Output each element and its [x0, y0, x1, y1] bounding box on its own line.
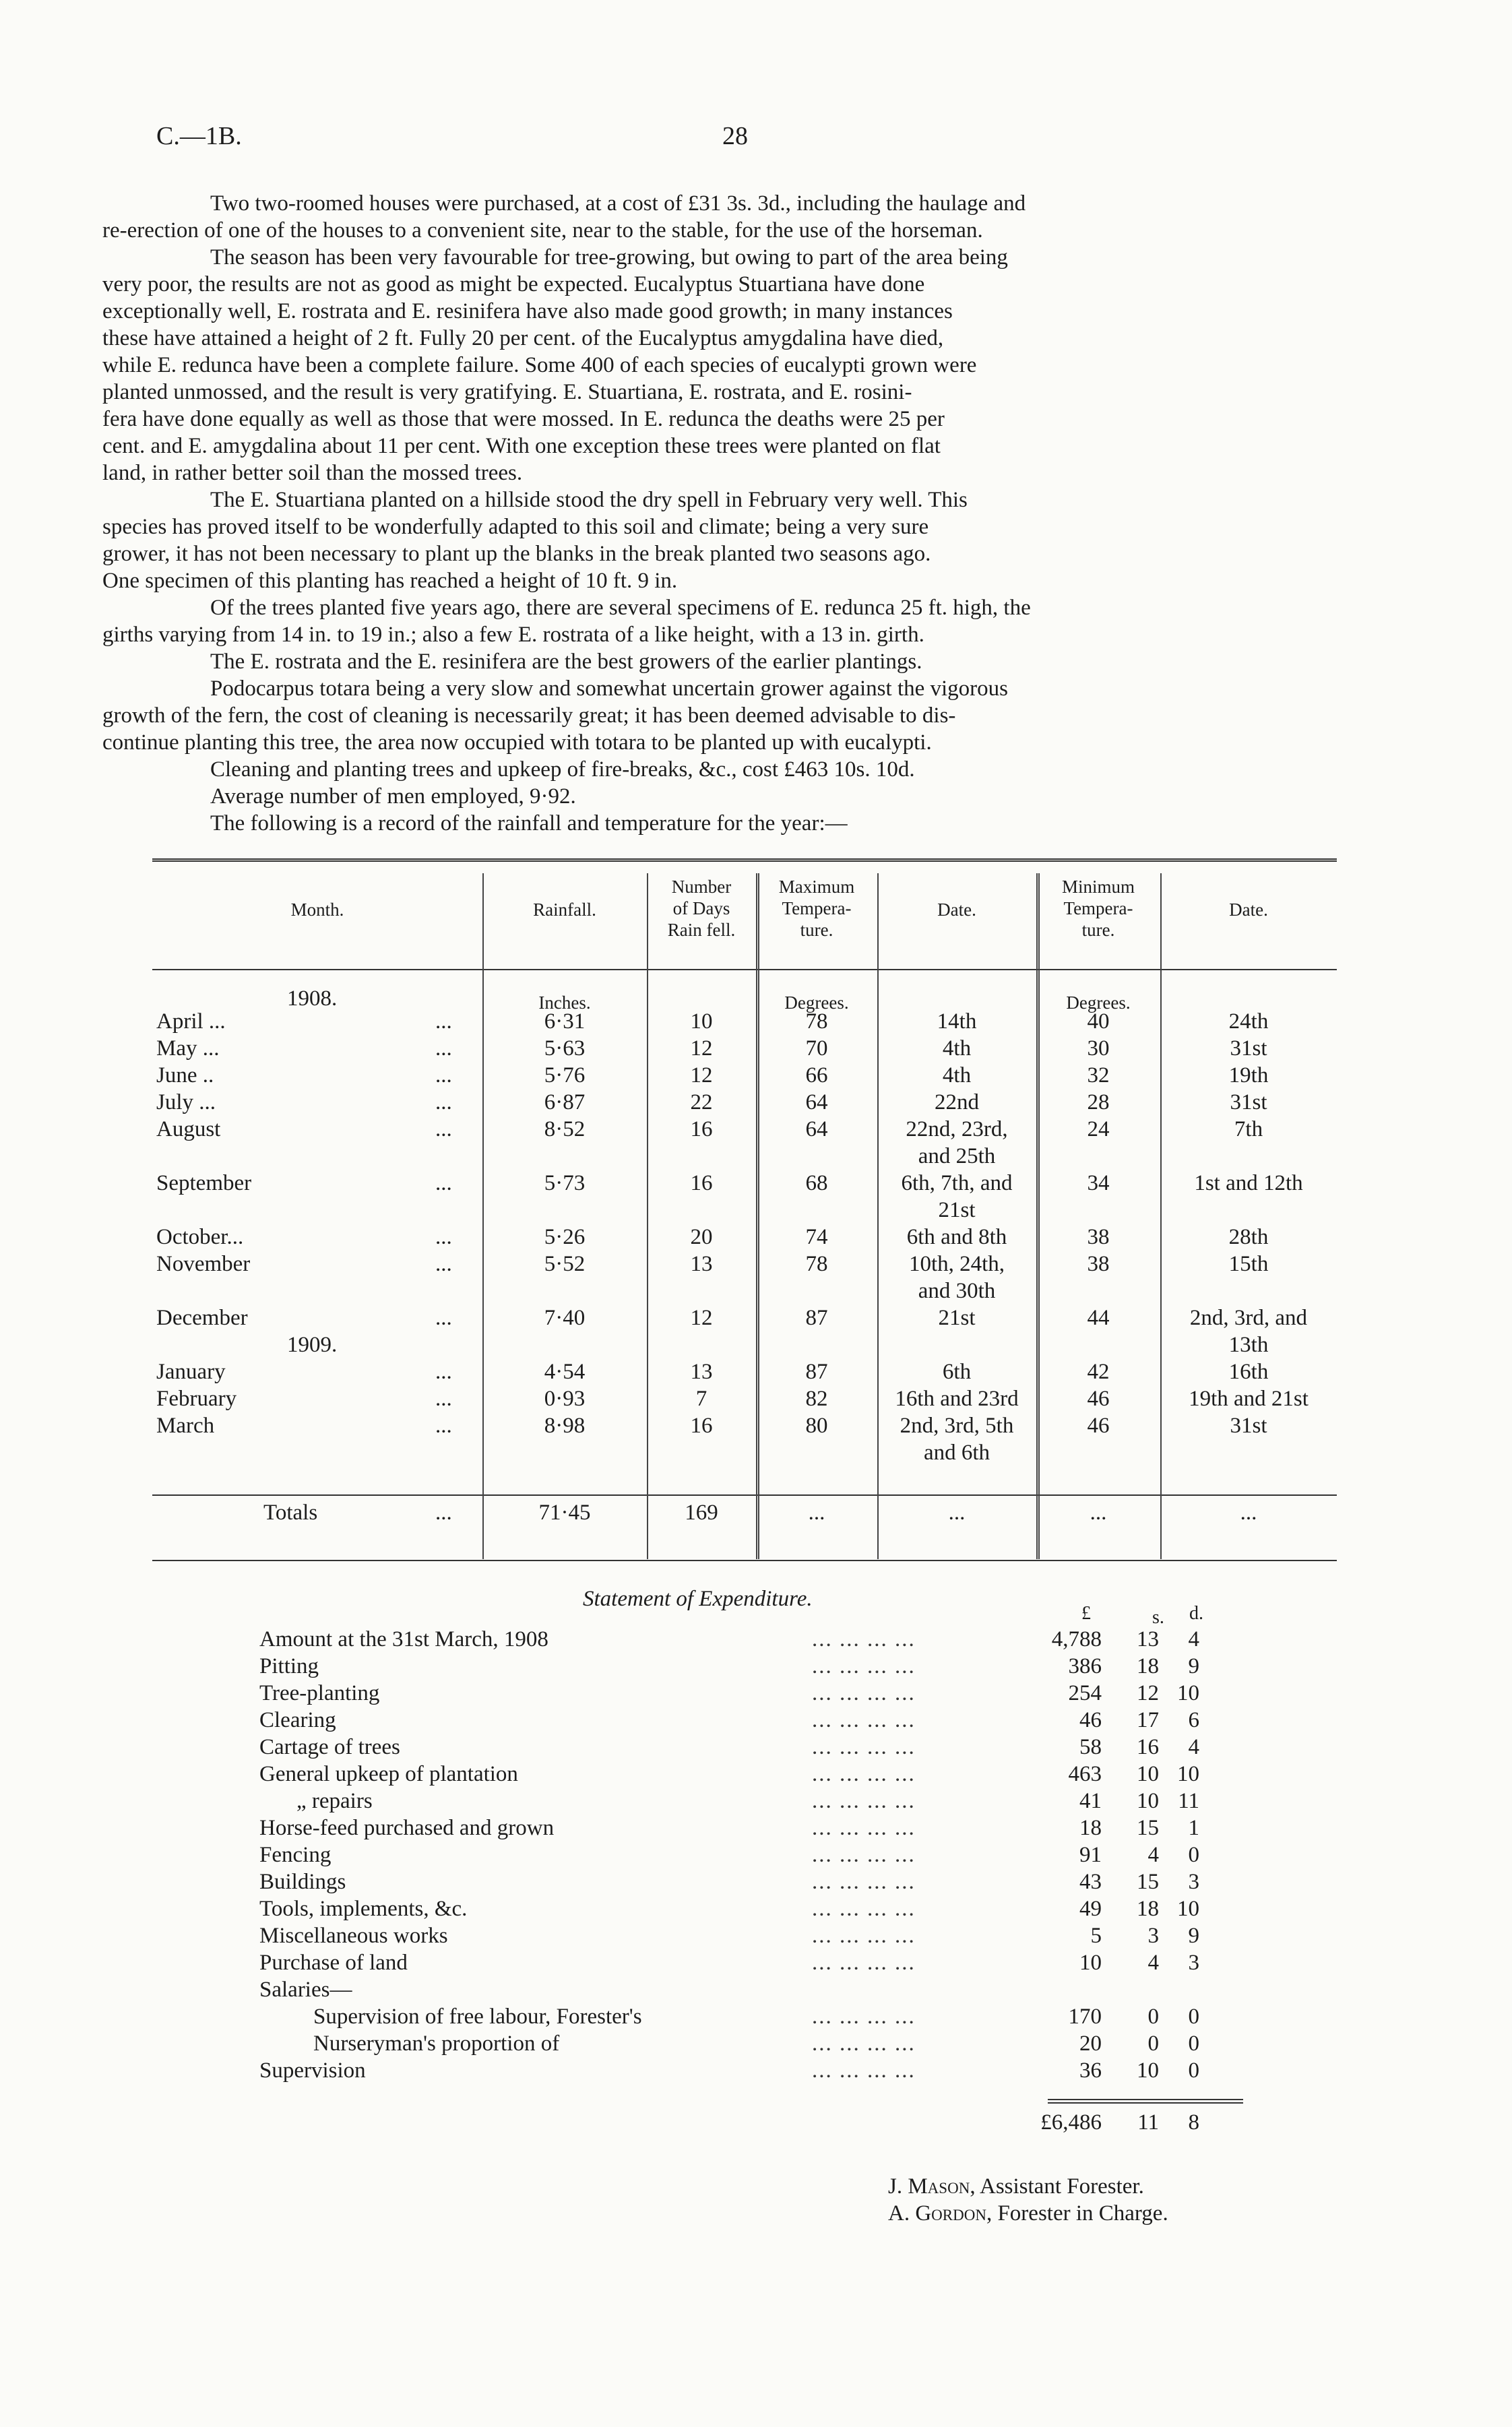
paragraph	[156, 783, 1342, 810]
days-cell: 20	[690, 1225, 713, 1249]
max-temp-cell: 64	[805, 1090, 828, 1114]
document-reference: C.—1B.	[156, 122, 242, 150]
max-date-cell: 22nd	[935, 1090, 979, 1114]
expenditure-item: „ repairs ... ... ... ... 41 10 11	[296, 1789, 1199, 1813]
text-line: The season has been very favourable for tree-growing, but owing to part of the area being	[210, 245, 1008, 270]
expenditure-item: Purchase of land ... ... ... ... 10 4 3	[259, 1951, 1199, 1975]
paragraph	[156, 810, 1342, 837]
month-cell: January	[156, 1360, 226, 1384]
max-date-cell: 14th	[937, 1009, 977, 1034]
min-temp-cell: 34	[1087, 1171, 1110, 1195]
text-line: planted unmossed, and the result is very gratifying. E. Stuartiana, E. rostrata, and E. rosini-	[102, 380, 912, 404]
expenditure-item: Supervision of free labour, Forester's ... ... ... ... 170 0 0	[313, 2005, 1199, 2029]
expenditure-item: Cartage of trees ... ... ... ... 58 16 4	[259, 1735, 1199, 1759]
text-line: while E. redunca have been a complete failure. Some 400 of each species of eucalypti grown were	[102, 353, 977, 377]
unit-inches: Inches.	[538, 992, 591, 1013]
min-temp-cell: 32	[1087, 1063, 1110, 1088]
paragraph	[156, 648, 1342, 675]
max-date-cell: 6th, 7th, and	[901, 1171, 1013, 1195]
text-line: Cleaning and planting trees and upkeep of fire-breaks, &c., cost £463 10s. 10d.	[210, 757, 915, 782]
rainfall-cell: 8·98	[544, 1414, 586, 1438]
paragraph	[156, 756, 1342, 783]
min-date-cell: 1st and 12th	[1194, 1171, 1303, 1195]
text-line: Two two-roomed houses were purchased, at a cost of £31 3s. 3d., including the haulage and	[210, 191, 1026, 216]
max-temp-cell: 66	[805, 1063, 828, 1088]
month-cell: July ...	[156, 1090, 216, 1114]
days-cell: 16	[690, 1171, 713, 1195]
currency-pounds: £	[1081, 1603, 1091, 1624]
max-date-cell: 21st	[938, 1306, 976, 1330]
rainfall-cell: 0·93	[544, 1387, 586, 1411]
text-line: The following is a record of the rainfall and temperature for the year:—	[210, 811, 848, 836]
max-date-cell: 16th and 23rd	[895, 1387, 1019, 1411]
min-date-cell: 31st	[1230, 1414, 1267, 1438]
currency-shillings: s.	[1152, 1607, 1164, 1628]
total-rainfall: 71·45	[538, 1501, 591, 1525]
min-temp-cell: 40	[1087, 1009, 1110, 1034]
expenditure-item: Tools, implements, &c. ... ... ... ... 49 18 10	[259, 1897, 1199, 1921]
days-cell: 22	[690, 1090, 713, 1114]
rainfall-cell: 5·76	[544, 1063, 586, 1088]
text-line: Average number of men employed, 9·92.	[210, 784, 576, 809]
year-1909: 1909.	[287, 1333, 338, 1357]
max-temp-cell: 87	[805, 1360, 828, 1384]
max-temp-cell: 87	[805, 1306, 828, 1330]
max-date-cell: 2nd, 3rd, 5th	[900, 1414, 1014, 1438]
expenditure-item: Nurseryman's proportion of ... ... ... ... 20 0 0	[313, 2031, 1199, 2056]
min-temp-cell: 30	[1087, 1036, 1110, 1061]
days-cell: 16	[690, 1414, 713, 1438]
days-cell: 13	[690, 1360, 713, 1384]
month-cell: September	[156, 1171, 252, 1195]
min-temp-cell: 28	[1087, 1090, 1110, 1114]
rainfall-cell: 5·63	[544, 1036, 586, 1061]
days-cell: 7	[695, 1387, 707, 1411]
min-temp-cell: 46	[1087, 1414, 1110, 1438]
days-cell: 12	[690, 1036, 713, 1061]
header-max-temp: Maximum Tempera- ture.	[778, 877, 855, 940]
month-cell: November	[156, 1252, 251, 1276]
text-line: land, in rather better soil than the mossed trees.	[102, 461, 523, 485]
paragraph	[102, 594, 1342, 648]
max-date-cell: and 25th	[918, 1144, 996, 1168]
min-temp-cell: 38	[1087, 1225, 1110, 1249]
max-date-cell: 6th	[942, 1360, 972, 1384]
paragraph	[102, 675, 1342, 756]
unit-degrees-max: Degrees.	[784, 992, 849, 1013]
text-line: The E. Stuartiana planted on a hillside stood the dry spell in February very well. This	[210, 488, 968, 512]
signature-forester-in-charge: A. Gordon, Forester in Charge.	[888, 2201, 1168, 2226]
text-line: exceptionally well, E. rostrata and E. resinifera have also made good growth; in many instances	[102, 299, 953, 323]
paragraph	[102, 486, 1342, 594]
max-date-cell: 21st	[938, 1198, 976, 1222]
rainfall-temperature-table: Month. Rainfall. Number of Days Rain fell. Maximum Tempera- ture. Date. Minimum Tempera- ture. Date. 1908. Inches. Degrees. Degrees. April ... ... 6·31 10 78 14th 40 24th May ... ... 5·63 12 70 4th 30 31st June .. ... 5·76 12 66 4th 32 19th July ... ... 6·87 22 64 22nd 28 31st August ... 8·52 16 64 22nd, 23rd, and 25th 24 7th September ... 5·73 16 68 6th, 7th, and 21st 34 1st and 12th October... ... 5·26 20 74 6th and 8th 38 28th November ... 5·52 13 78 10th, 24th, and 30th 38 15th December ... 7·40 12 87 21st 44 2nd, 3rd, and 13th January ... 4·54 13 87 6th 42 16th February ... 0·93 7 82 16th and 23rd 46 19th and 21st March ... 8·98 16 80 2nd, 3rd, 5th and 6th 46 31st 1909. Totals ... 71·45 169 ... ... ... ...	[152, 856, 1337, 1575]
expenditure-item: Tree-planting ... ... ... ... 254 12 10	[259, 1681, 1199, 1705]
expenditure-item: Salaries—	[259, 1978, 352, 2002]
expenditure-title: Statement of Expenditure.	[583, 1587, 813, 1611]
page-number: 28	[722, 122, 748, 150]
max-temp-cell: 68	[805, 1171, 828, 1195]
min-date-cell: 28th	[1228, 1225, 1269, 1249]
total-max: ...	[808, 1501, 825, 1525]
min-date-cell: 19th and 21st	[1189, 1387, 1309, 1411]
rainfall-cell: 5·73	[544, 1171, 586, 1195]
max-temp-cell: 78	[805, 1252, 828, 1276]
rainfall-cell: 7·40	[544, 1306, 586, 1330]
total-days: 169	[685, 1501, 718, 1525]
text-line: Podocarpus totara being a very slow and somewhat uncertain grower against the vigorous	[210, 676, 1009, 701]
expenditure-item: Amount at the 31st March, 1908 ... ... ... ... 4,788 13 4	[259, 1627, 1199, 1651]
min-date-cell: 7th	[1234, 1117, 1263, 1141]
max-temp-cell: 64	[805, 1117, 828, 1141]
max-temp-cell: 82	[805, 1387, 828, 1411]
text-line: these have attained a height of 2 ft. Fully 20 per cent. of the Eucalyptus amygdalina have died,	[102, 326, 944, 350]
max-date-cell: 6th and 8th	[906, 1225, 1007, 1249]
header-min-date: Date.	[1229, 900, 1268, 920]
rainfall-cell: 6·31	[544, 1009, 586, 1034]
text-line: species has proved itself to be wonderfully adapted to this soil and climate; being a very sure	[102, 515, 929, 539]
text-line: growth of the fern, the cost of cleaning is necessarily great; it has been deemed advisable to dis-	[102, 703, 956, 728]
days-cell: 12	[690, 1063, 713, 1088]
min-date-cell: 31st	[1230, 1036, 1267, 1061]
year-1908: 1908.	[287, 986, 338, 1011]
month-cell: February	[156, 1387, 237, 1411]
month-cell: April ...	[156, 1009, 226, 1034]
paragraph	[102, 190, 1342, 244]
paragraph	[102, 244, 1342, 486]
expenditure-item: Fencing ... ... ... ... 91 4 0	[259, 1843, 1199, 1867]
max-temp-cell: 74	[805, 1225, 828, 1249]
max-date-cell: 4th	[942, 1063, 972, 1088]
text-line: fera have done equally as well as those that were mossed. In E. redunca the deaths were 25 per	[102, 407, 945, 431]
min-temp-cell: 38	[1087, 1252, 1110, 1276]
max-date-cell: 22nd, 23rd,	[906, 1117, 1008, 1141]
text-line: One specimen of this planting has reached a height of 10 ft. 9 in.	[102, 569, 678, 593]
month-cell: August	[156, 1117, 221, 1141]
text-line: The E. rostrata and the E. resinifera are the best growers of the earlier plantings.	[210, 650, 922, 674]
min-date-cell: 31st	[1230, 1090, 1267, 1114]
body-text	[102, 190, 1342, 837]
min-temp-cell: 44	[1087, 1306, 1110, 1330]
days-cell: 12	[690, 1306, 713, 1330]
text-line: girths varying from 14 in. to 19 in.; also a few E. rostrata of a like height, with a 13 in. girth.	[102, 623, 924, 647]
min-date-cell: 15th	[1228, 1252, 1269, 1276]
max-date-cell: and 6th	[923, 1441, 990, 1465]
rainfall-cell: 5·52	[544, 1252, 586, 1276]
month-cell: October...	[156, 1225, 244, 1249]
totals-label: Totals	[263, 1501, 318, 1525]
max-temp-cell: 78	[805, 1009, 828, 1034]
max-date-cell: 4th	[942, 1036, 972, 1061]
text-line: very poor, the results are not as good as might be expected. Eucalyptus Stuartiana have done	[102, 272, 925, 296]
max-date-cell: 10th, 24th,	[908, 1252, 1005, 1276]
rainfall-cell: 8·52	[544, 1117, 586, 1141]
month-cell: May ...	[156, 1036, 220, 1061]
text-line: grower, it has not been necessary to plant up the blanks in the break planted two seasons ago.	[102, 542, 931, 566]
header-days: Number of Days Rain fell.	[667, 877, 736, 940]
expenditure-total: £6,486 11 8	[1040, 2110, 1199, 2135]
min-temp-cell: 42	[1087, 1360, 1110, 1384]
expenditure-item: Supervision ... ... ... ... 36 10 0	[259, 2058, 1199, 2083]
currency-pence: d.	[1189, 1603, 1203, 1624]
signature-assistant-forester: J. Mason, Assistant Forester.	[888, 2174, 1144, 2199]
unit-degrees-min: Degrees.	[1066, 992, 1131, 1013]
expenditure-item: Buildings ... ... ... ... 43 15 3	[259, 1870, 1199, 1894]
month-cell: June ..	[156, 1063, 214, 1088]
days-cell: 10	[690, 1009, 713, 1034]
text-line: re-erection of one of the houses to a convenient site, near to the stable, for the use of the horseman.	[102, 218, 983, 243]
text-line: cent. and E. amygdalina about 11 per cent. With one exception these trees were planted on flat	[102, 434, 941, 458]
header-rainfall: Rainfall.	[533, 900, 596, 920]
total-min: ...	[1090, 1501, 1107, 1525]
min-date-cell: 19th	[1228, 1063, 1269, 1088]
rainfall-cell: 6·87	[544, 1090, 586, 1114]
max-date-cell: and 30th	[918, 1279, 996, 1303]
max-temp-cell: 80	[805, 1414, 828, 1438]
total-max-date: ...	[948, 1501, 966, 1525]
expenditure-item: Horse-feed purchased and grown ... ... ... ... 18 15 1	[259, 1816, 1199, 1840]
rainfall-cell: 5·26	[544, 1225, 586, 1249]
total-min-date: ...	[1240, 1501, 1257, 1525]
header-min-temp: Minimum Tempera- ture.	[1061, 877, 1135, 940]
days-cell: 16	[690, 1117, 713, 1141]
text-line: Of the trees planted five years ago, there are several specimens of E. redunca 25 ft. high, the	[210, 596, 1031, 620]
expenditure-item: Clearing ... ... ... ... 46 17 6	[259, 1708, 1199, 1732]
min-date-cell: 24th	[1228, 1009, 1269, 1034]
expenditure-item: Pitting ... ... ... ... 386 18 9	[259, 1654, 1199, 1678]
header-month: Month.	[290, 900, 344, 920]
days-cell: 13	[690, 1252, 713, 1276]
header-max-date: Date.	[937, 900, 976, 920]
month-cell: December	[156, 1306, 248, 1330]
max-temp-cell: 70	[805, 1036, 828, 1061]
expenditure-item: General upkeep of plantation ... ... ... ... 463 10 10	[259, 1762, 1199, 1786]
min-date-cell: 16th	[1228, 1360, 1269, 1384]
min-temp-cell: 46	[1087, 1387, 1110, 1411]
rainfall-cell: 4·54	[544, 1360, 586, 1384]
month-cell: March	[156, 1414, 215, 1438]
min-date-cell: 2nd, 3rd, and	[1189, 1306, 1308, 1330]
text-line: continue planting this tree, the area now occupied with totara to be planted up with eucalypti.	[102, 730, 932, 755]
expenditure-item: Miscellaneous works ... ... ... ... 5 3 9	[259, 1924, 1199, 1948]
min-date-cell: 13th	[1228, 1333, 1269, 1357]
min-temp-cell: 24	[1087, 1117, 1110, 1141]
